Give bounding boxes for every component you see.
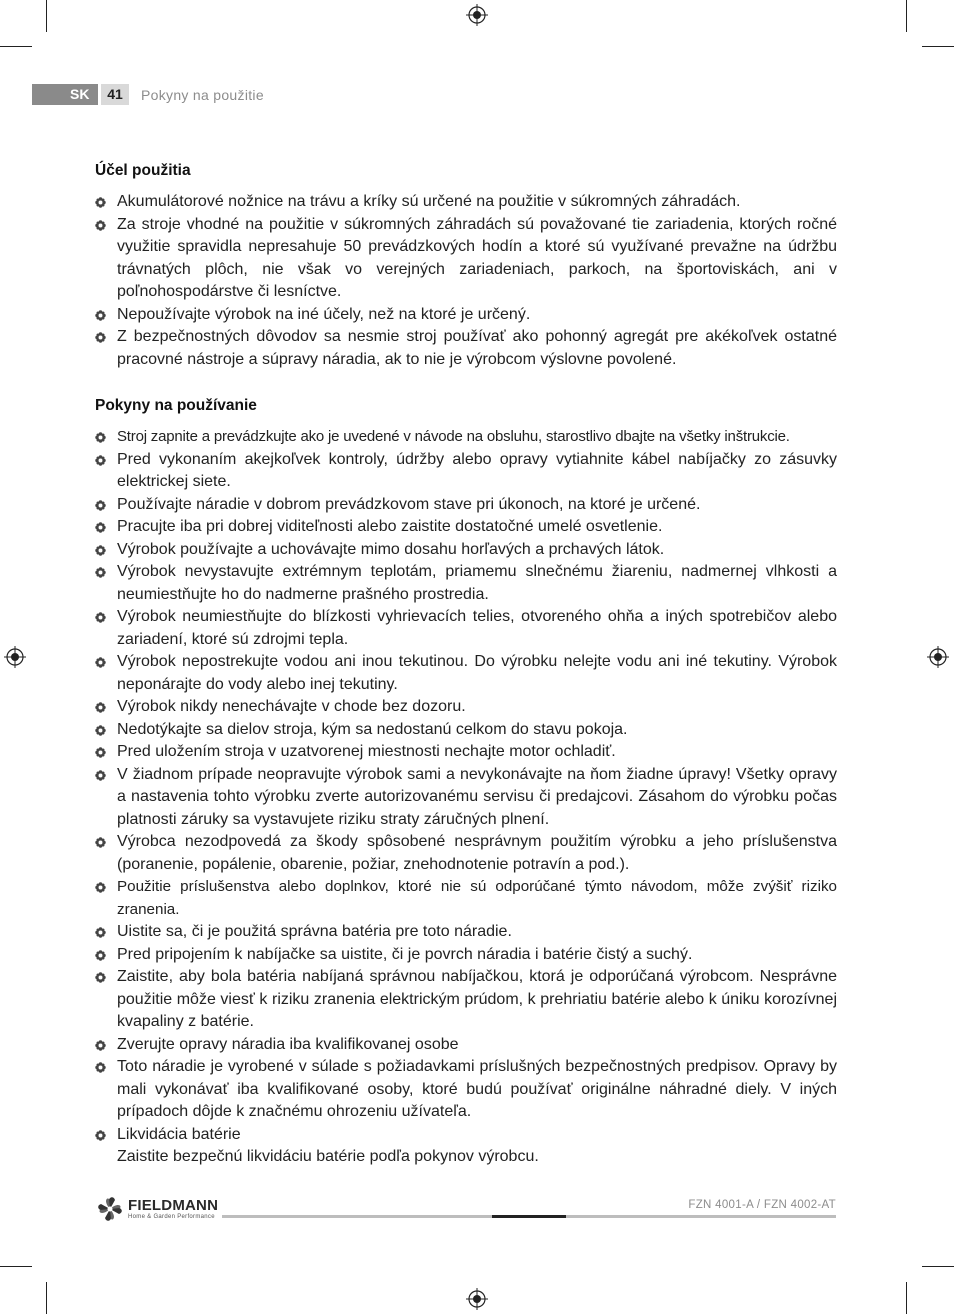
crop-mark <box>922 1266 954 1267</box>
list-item <box>95 426 837 449</box>
list-item <box>95 304 837 327</box>
list-item-text: Výrobok nikdy nenechávajte v chode bez dozoru. <box>117 698 466 715</box>
list-item <box>95 449 837 494</box>
list-item <box>95 966 837 1034</box>
flower-bullet-icon <box>95 702 106 713</box>
bullet-list <box>95 426 837 1169</box>
list-item-text: Zaistite bezpečnú likvidáciu batérie podľa pokynov výrobcu. <box>117 1148 539 1165</box>
flower-bullet-icon <box>95 545 106 556</box>
list-item <box>95 1034 837 1057</box>
main-content <box>95 160 837 1169</box>
registration-mark-icon <box>927 646 949 668</box>
list-item <box>95 561 837 606</box>
list-item-text: Pred vykonaním akejkoľvek kontroly, údržby alebo opravy vytiahnite kábel nabíjačky zo zásuvky elektrickej siete. <box>117 450 837 490</box>
flower-bullet-icon <box>95 1130 106 1141</box>
footer-rule-accent <box>492 1215 566 1218</box>
brand-logo-text: FIELDMANN <box>128 1197 219 1214</box>
brand-tagline: Home & Garden Performance <box>128 1214 215 1220</box>
list-item <box>95 494 837 517</box>
bullet-list <box>95 191 837 371</box>
crop-mark <box>46 1282 47 1314</box>
list-item-text: Nedotýkajte sa dielov stroja, kým sa nedostanú celkom do stavu pokoja. <box>117 720 628 738</box>
registration-mark-icon <box>4 646 26 668</box>
section-heading: Pokyny na používanie <box>95 397 257 414</box>
section-purpose <box>95 160 837 371</box>
crop-mark <box>46 0 47 32</box>
list-item-text: V žiadnom prípade neopravujte výrobok sami a nevykonávajte na ňom žiadne úpravy! Všetky opravy a nastavenia tohto výrobku zverte autorizovanému servisu či predajcovi. Zásahom do výrobku počas platnosti záruky sa vystavujete riziku straty záručných plnení. <box>117 765 837 828</box>
list-item <box>95 1124 837 1169</box>
list-item <box>95 651 837 696</box>
fieldmann-fan-logo-icon <box>95 1194 125 1224</box>
list-item-text: Pred uložením stroja v uzatvorenej miestnosti nechajte motor ochladiť. <box>117 743 616 760</box>
language-code: SK <box>70 86 90 102</box>
page-number: 41 <box>101 84 129 105</box>
flower-bullet-icon <box>95 310 106 321</box>
list-item <box>95 764 837 832</box>
list-item-text: Toto náradie je vyrobené v súlade s požiadavkami príslušných bezpečnostných predpisov. Opravy by mali vykonávať iba kvalifikované osoby, ktoré budú používať originálne náhradné diely. V iných prípadoch dôjde k značnému ohrozeniu užívateľa. <box>117 1058 837 1120</box>
list-item-text: Nepoužívajte výrobok na iné účely, než na ktoré je určený. <box>117 305 531 323</box>
list-item <box>95 539 837 562</box>
list-item-text: Výrobok nepostrekujte vodou ani inou tekutinou. Do výrobku nelejte vodu ani iné tekutiny. Výrobok neponárajte do vody alebo inej tekutiny. <box>117 653 837 693</box>
list-item <box>95 876 837 921</box>
crop-mark <box>0 1266 32 1267</box>
section-usage <box>95 395 837 1169</box>
flower-bullet-icon <box>95 1040 106 1051</box>
crop-mark <box>906 0 907 32</box>
list-item-text: Zverujte opravy náradia iba kvalifikovanej osobe <box>117 1035 459 1053</box>
flower-bullet-icon <box>95 927 106 938</box>
list-item-text: Pracujte iba pri dobrej viditeľnosti alebo zaistite dostatočné umelé osvetlenie. <box>117 518 663 535</box>
list-item-text: Stroj zapnite a prevádzkujte ako je uvedené v návode na obsluhu, starostlivo dbajte na všetky inštrukcie. <box>117 428 790 445</box>
list-item <box>95 516 837 539</box>
list-item <box>95 326 837 371</box>
list-item-text: Výrobok používajte a uchovávajte mimo dosahu horľavých a prchavých látok. <box>117 540 665 558</box>
flower-bullet-icon <box>95 500 106 511</box>
page-title: Pokyny na použitie <box>141 87 264 103</box>
flower-bullet-icon <box>95 882 106 893</box>
flower-bullet-icon <box>95 747 106 758</box>
flower-bullet-icon <box>95 220 106 231</box>
flower-bullet-icon <box>95 567 106 578</box>
list-item-text: Akumulátorové nožnice na trávu a kríky sú určené na použitie v súkromných záhradách. <box>117 193 741 210</box>
list-item-text: Používajte náradie v dobrom prevádzkovom stave pri úkonoch, na ktoré je určené. <box>117 495 701 513</box>
flower-bullet-icon <box>95 197 106 208</box>
list-item-text: Z bezpečnostných dôvodov sa nesmie stroj používať ako pohonný agregát pre akékoľvek ostatné pracovné nástroje a súpravy náradia, ak to nie je výrobcom výslovne povolené. <box>117 328 837 368</box>
list-item <box>95 191 837 214</box>
list-item-text: Výrobok nevystavujte extrémnym teplotám, priamemu slnečnému žiareniu, nadmernej vlhkosti a neumiestňujte ho do nadmerne prašného prostredia. <box>117 563 837 603</box>
list-item <box>95 606 837 651</box>
flower-bullet-icon <box>95 522 106 533</box>
crop-mark <box>0 46 32 47</box>
flower-bullet-icon <box>95 455 106 466</box>
list-item <box>95 944 837 967</box>
model-number: FZN 4001-A / FZN 4002-AT <box>688 1199 836 1211</box>
flower-bullet-icon <box>95 332 106 343</box>
list-item-text: Výrobok neumiestňujte do blízkosti vyhrievacích telies, otvoreného ohňa a iných spotrebičov alebo zariadení, ktoré sú zdrojmi tepla. <box>117 608 837 648</box>
list-item-title: Likvidácia batérie <box>117 1125 241 1143</box>
list-item-text: Uistite sa, či je použitá správna batéria pre toto náradie. <box>117 923 512 940</box>
flower-bullet-icon <box>95 837 106 848</box>
list-item-text: Za stroje vhodné na použitie v súkromných záhradách sú považované tie zariadenia, ktorých ročné využitie spravidla nepresahuje 50 prevádzkových hodín a ktoré sú využívané prevažne na údržbu trávnatých plôch, nie však vo verejných zariadeniach, parkoch, na športoviskách, ani v poľnohospodárstve či lesníctve. <box>117 215 837 300</box>
list-item <box>95 719 837 742</box>
registration-mark-icon <box>466 1288 488 1310</box>
list-item-text: Použitie príslušenstva alebo doplnkov, ktoré nie sú odporúčané týmto návodom, môže zvýšiť riziko zranenia. <box>117 878 837 918</box>
list-item <box>95 831 837 876</box>
flower-bullet-icon <box>95 1062 106 1073</box>
flower-bullet-icon <box>95 770 106 781</box>
flower-bullet-icon <box>95 612 106 623</box>
list-item <box>95 696 837 719</box>
flower-bullet-icon <box>95 972 106 983</box>
flower-bullet-icon <box>95 657 106 668</box>
crop-mark <box>922 46 954 47</box>
list-item <box>95 214 837 304</box>
list-item-text: Zaistite, aby bola batéria nabíjaná správnou nabíjačkou, ktorá je odporúčaná výrobcom. Nesprávne použitie môže viesť k riziku zranenia elektrickým prúdom, k prehriatiu batérie alebo k úniku korozívnej kvapaliny z batérie. <box>117 968 837 1030</box>
list-item <box>95 1056 837 1124</box>
list-item-text: Výrobca nezodpovedá za škody spôsobené nesprávnym použitím výrobku a jeho príslušenstva (poranenie, popálenie, obarenie, požiar, znehodnotenie potravín a pod.). <box>117 833 837 873</box>
flower-bullet-icon <box>95 432 106 443</box>
crop-mark <box>906 1282 907 1314</box>
registration-mark-icon <box>466 4 488 26</box>
list-item-text: Pred pripojením k nabíjačke sa uistite, či je povrch náradia i batérie čistý a suchý. <box>117 945 693 963</box>
list-item <box>95 921 837 944</box>
section-heading: Účel použitia <box>95 162 191 179</box>
flower-bullet-icon <box>95 725 106 736</box>
list-item <box>95 741 837 764</box>
flower-bullet-icon <box>95 950 106 961</box>
